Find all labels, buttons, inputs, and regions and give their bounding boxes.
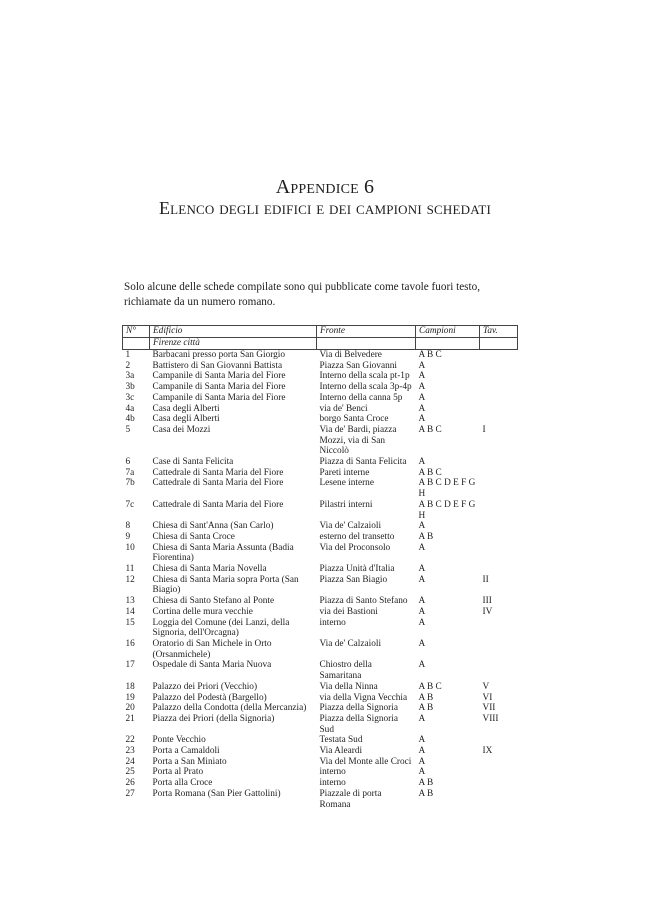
cell-fronte: Piazza Unità d'Italia [319,564,395,575]
cell-campioni: A [418,606,426,617]
cell-no: 4a [125,403,135,414]
table-row [123,468,518,479]
cell-campioni: A [418,542,426,553]
cell-edificio: Porta a San Miniato [152,756,227,767]
cell-campioni: A [418,638,426,649]
table-row [123,478,518,499]
cell-tav [480,618,518,639]
cell-no: 3c [125,392,135,403]
cell-no: 13 [125,596,135,607]
cell-tav [480,468,518,479]
cell-tav [480,457,518,468]
cell-edificio: Cattedrale di Santa Maria del Fiore [152,499,284,510]
cell-edificio: Casa dei Mozzi [152,424,211,435]
cell-campioni: A [418,767,426,778]
table-row [123,371,518,382]
cell-edificio: Piazza dei Priori (della Signoria) [152,713,275,724]
table-row [123,746,518,757]
cell-edificio: Campanile di Santa Maria del Fiore [152,382,286,393]
cell-no: 8 [125,521,131,532]
cell-no: 6 [125,457,131,468]
cell-edificio: Chiesa di Sant'Anna (San Carlo) [152,521,274,532]
header-edificio: Edificio [150,326,317,338]
cell-tav: III [482,596,492,607]
cell-fronte: Via Aleardi [319,746,363,757]
table-row [123,767,518,778]
cell-campioni: A [418,371,426,382]
cell-no: 15 [125,617,135,628]
table-row [123,361,518,372]
cell-campioni: A [418,596,426,607]
table-row [123,714,518,735]
cell-fronte: via dei Bastioni [319,606,378,617]
cell-fronte: Piazza di Santa Felicita [319,457,407,468]
cell-no: 22 [125,735,135,746]
cell-campioni: A B C D E F G H [418,499,476,521]
buildings-table [122,325,518,810]
cell-fronte: Via di Belvedere [319,350,382,360]
cell-campioni: A B C [418,350,442,360]
table-row [123,575,518,596]
cell-edificio: Cattedrale di Santa Maria del Fiore [152,478,284,489]
table-row [123,660,518,681]
table-row [123,693,518,704]
table-row [123,757,518,768]
cell-fronte: Interno della scala pt-1p [319,371,410,382]
cell-tav [480,757,518,768]
cell-fronte: Pilastri interni [319,499,373,510]
cell-tav: I [482,424,486,435]
cell-tav: II [482,574,489,585]
cell-no: 7a [125,467,135,478]
cell-tav: VI [482,692,493,703]
cell-no: 20 [125,703,135,714]
cell-tav [480,371,518,382]
cell-no: 24 [125,756,135,767]
table-row [123,735,518,746]
cell-no: 14 [125,606,135,617]
cell-tav [480,532,518,543]
cell-tav [480,543,518,564]
cell-campioni: A [418,574,426,585]
table-row [123,596,518,607]
table-row [123,703,518,714]
cell-tav [480,564,518,575]
cell-fronte: Piazzale di porta Romana [319,788,382,810]
cell-campioni: A [418,392,426,403]
table-row [123,607,518,618]
table-row [123,789,518,810]
table-row [123,564,518,575]
cell-campioni: A [418,660,426,671]
cell-fronte: Interno della scala 3p-4p [319,382,412,393]
cell-no: 4b [125,414,135,425]
cell-campioni: A B C [418,467,442,478]
cell-campioni: A [418,457,426,468]
cell-fronte: Piazza della Signoria Sud [319,713,398,735]
cell-campioni: A [418,360,426,371]
cell-tav [480,735,518,746]
cell-no: 16 [125,638,135,649]
table-row [123,618,518,639]
cell-no: 1 [125,350,131,360]
cell-tav: VII [482,703,496,714]
cell-no: 10 [125,542,135,553]
cell-no: 9 [125,531,131,542]
header-number: N° [123,326,150,338]
cell-tav [480,404,518,415]
cell-tav [480,414,518,425]
cell-tav [480,478,518,499]
cell-no: 21 [125,713,135,724]
cell-edificio: Palazzo del Podestà (Bargello) [152,692,267,703]
cell-tav: VIII [482,713,499,724]
cell-edificio: Campanile di Santa Maria del Fiore [152,371,286,382]
cell-fronte: via de' Benci [319,403,368,414]
cell-edificio: Barbacani presso porta San Giorgio [152,350,286,360]
cell-tav [480,521,518,532]
cell-edificio: Palazzo dei Priori (Vecchio) [152,681,258,692]
table-row [123,639,518,660]
cell-tav [480,361,518,372]
cell-tav [480,767,518,778]
table-row [123,532,518,543]
cell-tav [480,500,518,521]
table-row [123,382,518,393]
cell-edificio: Chiesa di Santo Stefano al Ponte [152,596,275,607]
cell-campioni: A [418,382,426,393]
cell-fronte: Via della Ninna [319,681,378,692]
cell-edificio: Porta Romana (San Pier Gattolini) [152,788,281,799]
cell-no: 17 [125,660,135,671]
cell-tav [480,382,518,393]
table-row [123,543,518,564]
table-row [123,500,518,521]
cell-fronte: Pareti interne [319,467,370,478]
table-row [123,457,518,468]
cell-edificio: Porta alla Croce [152,778,213,789]
cell-campioni: A [418,564,426,575]
cell-fronte: Piazza di Santo Stefano [319,596,408,607]
cell-tav [480,393,518,404]
section-row [123,338,518,350]
cell-tav: IX [482,746,493,757]
cell-edificio: Chiesa di Santa Maria Novella [152,564,267,575]
cell-fronte: Piazza San Biagio [319,574,388,585]
cell-edificio: Porta a Camaldoli [152,746,220,757]
cell-no: 18 [125,681,135,692]
cell-no: 3b [125,382,135,393]
cell-edificio: Cattedrale di Santa Maria del Fiore [152,467,284,478]
intro-paragraph: Solo alcune delle schede compilate sono qui pubblicate come tavole fuori testo, richiamate da un numero romano. [124,281,481,308]
cell-no: 19 [125,692,135,703]
cell-fronte: Via de' Calzaioli [319,521,382,532]
table-header-row [123,326,518,338]
cell-fronte: interno [319,767,346,778]
cell-no: 12 [125,574,135,585]
table-row [123,682,518,693]
cell-edificio: Loggia del Comune (dei Lanzi, della Signoria, dell'Orcagna) [152,617,290,639]
cell-campioni: A B C [418,424,442,435]
cell-fronte: via della Vigna Vecchia [319,692,408,703]
table-body [123,338,518,811]
cell-campioni: A [418,403,426,414]
cell-no: 7b [125,478,135,489]
table-row [123,425,518,457]
cell-campioni: A [418,746,426,757]
cell-no: 26 [125,778,135,789]
cell-edificio: Ponte Vecchio [152,735,206,746]
table-row [123,350,518,361]
cell-campioni: A [418,414,426,425]
cell-no: 2 [125,360,131,371]
cell-tav [480,660,518,681]
cell-campioni: A B [418,531,434,542]
cell-campioni: A B [418,788,434,799]
cell-no: 25 [125,767,135,778]
cell-no: 5 [125,424,131,435]
cell-fronte: Piazza San Giovanni [319,360,397,371]
cell-campioni: A B [418,692,434,703]
cell-edificio: Oratorio di San Michele in Orto (Orsanmichele) [152,638,272,660]
table-row [123,414,518,425]
cell-fronte: Testata Sud [319,735,363,746]
cell-tav [480,789,518,810]
header-fronte: Fronte [317,326,416,338]
cell-fronte: Interno della canna 5p [319,392,403,403]
cell-fronte: Via del Monte alle Croci [319,756,412,767]
cell-fronte: Via de' Calzaioli [319,638,382,649]
cell-no: 7c [125,499,135,510]
cell-campioni: A [418,756,426,767]
cell-edificio: Battistero di San Giovanni Battista [152,360,283,371]
cell-fronte: Chiostro della Samaritana [319,660,372,682]
header-tavola: Tav. [480,326,518,338]
cell-fronte: esterno del transetto [319,531,395,542]
cell-no: 11 [125,564,135,575]
section-label: Firenze città [150,338,317,350]
cell-tav [480,778,518,789]
table-row [123,393,518,404]
cell-no: 3a [125,371,135,382]
cell-edificio: Chiesa di Santa Maria sopra Porta (San Biagio) [152,574,299,596]
cell-fronte: Via del Proconsolo [319,542,391,553]
cell-tav [480,639,518,660]
cell-campioni: A B [418,778,434,789]
cell-campioni: A [418,521,426,532]
appendix-subtitle: Elenco degli edifici e dei campioni schedati [158,198,492,218]
cell-campioni: A [418,735,426,746]
cell-edificio: Campanile di Santa Maria del Fiore [152,392,286,403]
cell-tav: V [482,681,490,692]
cell-fronte: Via de' Bardi, piazza Mozzi, via di San Niccolò [319,424,397,457]
cell-no: 23 [125,746,135,757]
cell-campioni: A [418,713,426,724]
appendix-title: Appendice 6 [275,176,375,198]
cell-fronte: interno [319,778,346,789]
cell-edificio: Palazzo della Condotta (della Mercanzia) [152,703,307,714]
cell-edificio: Casa degli Alberti [152,403,220,414]
cell-fronte: Piazza della Signoria [319,703,398,714]
table-row [123,778,518,789]
cell-edificio: Chiesa di Santa Maria Assunta (Badia Fiorentina) [152,542,294,564]
table-row [123,404,518,415]
cell-edificio: Chiesa di Santa Croce [152,531,235,542]
cell-fronte: interno [319,617,346,628]
cell-edificio: Cortina delle mura vecchie [152,606,253,617]
cell-edificio: Case di Santa Felicita [152,457,234,468]
cell-tav: IV [482,606,493,617]
cell-campioni: A [418,617,426,628]
table-row [123,521,518,532]
cell-edificio: Porta al Prato [152,767,204,778]
cell-campioni: A B C [418,681,442,692]
cell-edificio: Ospedale di Santa Maria Nuova [152,660,272,671]
cell-no: 27 [125,788,135,799]
header-campioni: Campioni [416,326,480,338]
cell-fronte: borgo Santa Croce [319,414,389,425]
cell-campioni: A B [418,703,434,714]
cell-fronte: Lesene interne [319,478,374,489]
cell-campioni: A B C D E F G H [418,478,476,500]
cell-tav [480,350,518,361]
cell-edificio: Casa degli Alberti [152,414,220,425]
